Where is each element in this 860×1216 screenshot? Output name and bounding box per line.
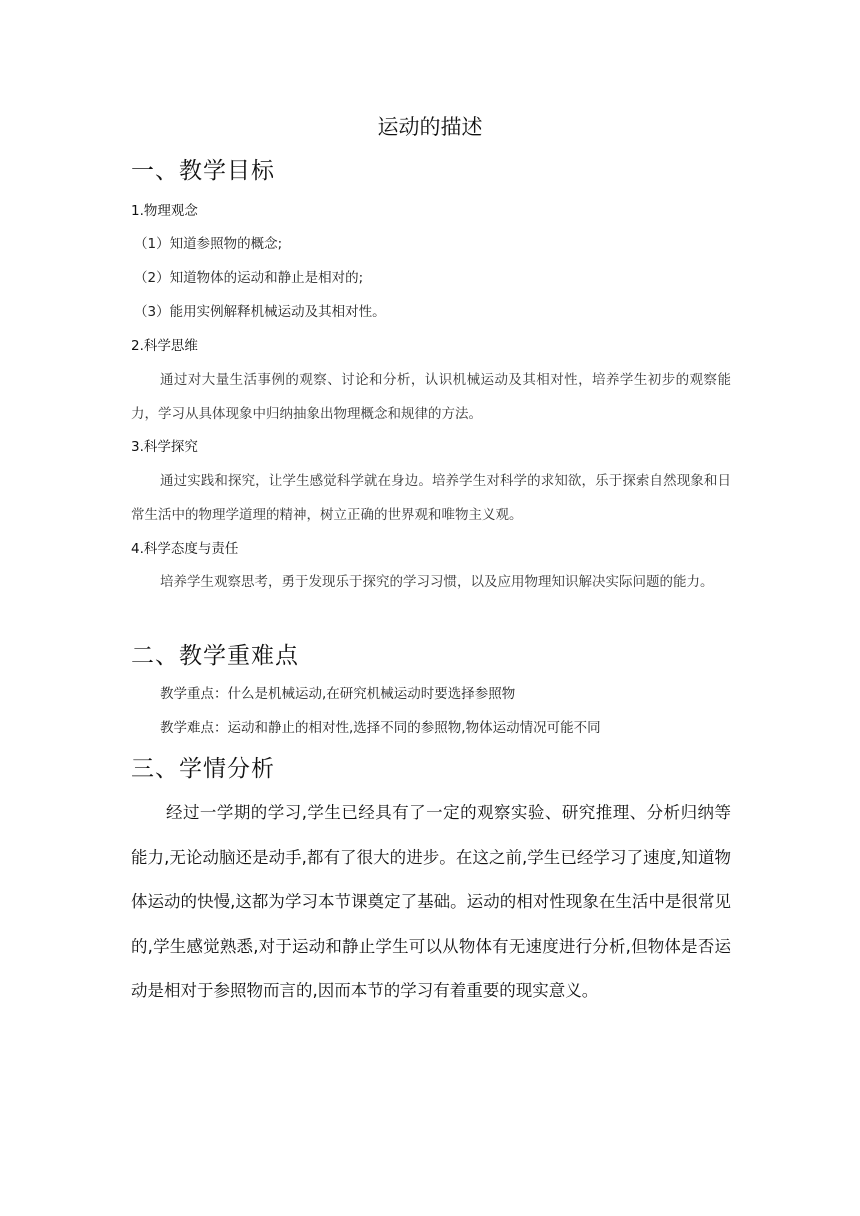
subheading-scientific-thinking: 2.科学思维	[131, 338, 198, 354]
subheading-scientific-inquiry: 3.科学探究	[131, 439, 198, 455]
paragraph-attitude-responsibility: 培养学生观察思考，勇于发现乐于探究的学习习惯，以及应用物理知识解决实际问题的能力。	[160, 574, 714, 590]
paragraph-scientific-thinking: 通过对大量生活事例的观察、讨论和分析，认识机械运动及其相对性，培养学生初步的观察能力，学习从具体现象中归纳抽象出物理概念和规律的方法。	[131, 372, 731, 422]
objective-item-3: （3）能用实例解释机械运动及其相对性。	[134, 304, 386, 320]
paragraph-student-analysis: 经过一学期的学习,学生已经具有了一定的观察实验、研究推理、分析归纳等能力,无论动脑还是动手,都有了很大的进步。在这之前,学生已经学习了速度,知道物体运动的快慢,这都为学习本节课奠定了基础。运动的相对性现象在生活中是很常见的,学生感觉熟悉,对于运动和静止学生可以从物体有无速度进行分析,但物体是否运动是相对于参照物而言的,因而本节的学习有着重要的现实意义。	[131, 803, 731, 1000]
objective-item-1: （1）知道参照物的概念;	[134, 236, 283, 252]
paragraph-scientific-inquiry: 通过实践和探究，让学生感觉科学就在身边。培养学生对科学的求知欲，乐于探索自然现象和日常生活中的物理学道理的精神，树立正确的世界观和唯物主义观。	[131, 473, 731, 523]
section-heading-student-analysis: 三、学情分析	[131, 756, 275, 782]
objective-item-2: （2）知道物体的运动和静止是相对的;	[134, 270, 364, 286]
teaching-difficulty-line: 教学难点：运动和静止的相对性,选择不同的参照物,物体运动情况可能不同	[160, 720, 601, 736]
teaching-focus-line: 教学重点：什么是机械运动,在研究机械运动时要选择参照物	[160, 686, 516, 702]
section-heading-key-points: 二、教学重难点	[131, 643, 299, 669]
section-heading-objectives: 一、教学目标	[131, 158, 275, 184]
subheading-attitude-responsibility: 4.科学态度与责任	[131, 541, 239, 557]
subheading-physics-concept: 1.物理观念	[131, 203, 198, 219]
document-title: 运动的描述	[377, 115, 483, 139]
